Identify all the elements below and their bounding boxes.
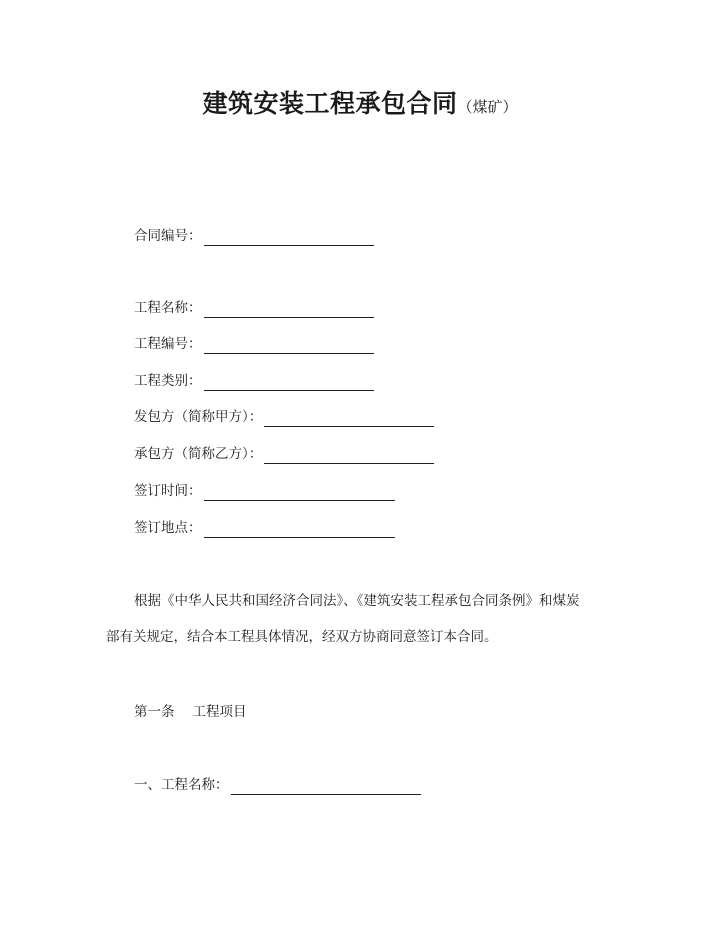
field-label: 合同编号： (134, 228, 202, 244)
field-label: 签订时间： (134, 483, 202, 499)
intro-paragraph-line-2: 部有关规定，结合本工程具体情况，经双方协商同意签订本合同。 (106, 629, 498, 645)
signing-place-blank[interactable] (204, 523, 395, 538)
item-1-project-name-blank[interactable] (231, 780, 421, 795)
title-subtitle: （煤矿） (457, 98, 518, 116)
signing-date-field (134, 481, 395, 501)
article-1-heading (134, 702, 247, 722)
field-label: 一、工程名称： (134, 777, 229, 793)
signing-place-field (134, 518, 395, 538)
project-number-blank[interactable] (204, 339, 374, 354)
project-name-blank[interactable] (204, 303, 374, 318)
field-label: 工程名称： (134, 300, 202, 316)
title-main: 建筑安装工程承包合同 (202, 89, 458, 118)
party-a-field (134, 407, 434, 427)
party-a-blank[interactable] (264, 412, 434, 427)
project-category-field (134, 371, 374, 391)
contract-number-field (134, 226, 374, 246)
contract-number-blank[interactable] (204, 231, 374, 246)
field-label: 承包方（简称乙方）： (134, 446, 263, 462)
document-title (0, 84, 720, 120)
field-label: 发包方（简称甲方）： (134, 409, 263, 425)
intro-paragraph-line-1: 根据《中华人民共和国经济合同法》、《建筑安装工程承包合同条例》和煤炭 (134, 593, 580, 609)
project-number-field (134, 334, 374, 354)
party-b-field (134, 444, 434, 464)
article-title: 工程项目 (192, 704, 247, 720)
project-category-blank[interactable] (204, 376, 374, 391)
article-number: 第一条 (134, 704, 175, 720)
signing-date-blank[interactable] (204, 486, 395, 501)
field-label: 工程编号： (134, 336, 202, 352)
party-b-blank[interactable] (264, 449, 434, 464)
project-name-field (134, 298, 374, 318)
field-label: 签订地点： (134, 520, 202, 536)
field-label: 工程类别： (134, 373, 202, 389)
item-1-project-name-field (134, 775, 421, 795)
